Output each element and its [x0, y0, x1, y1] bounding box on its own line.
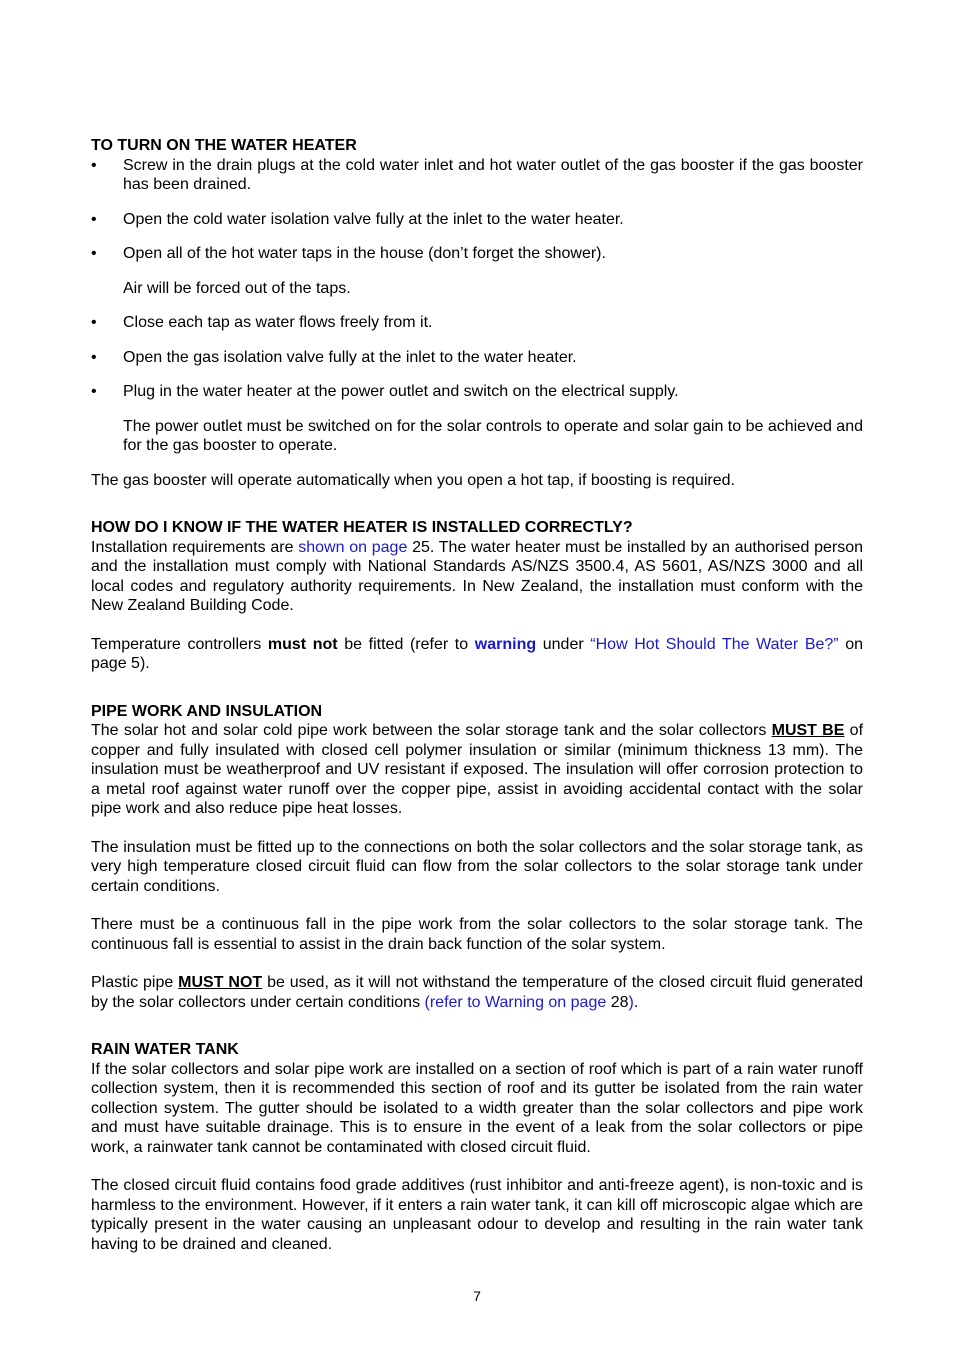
bullet-icon: •	[91, 210, 97, 228]
turn-on-steps-list	[91, 156, 863, 195]
rain-paragraph-1: If the solar collectors and solar pipe work are installed on a section of roof which is part of a rain water runoff collection system, then it is recommended this section of roof and its gutter be isolated from the rain water collection system. The gutter should be isolated to a width greater than the solar collectors and pipe work and must have suitable drainage. This is to ensure in the event of a leak from the solar collectors or pipe work, a rainwater tank cannot be contaminated with closed circuit fluid.	[91, 1060, 863, 1156]
section-title-turn-on: TO TURN ON THE WATER HEATER	[91, 137, 357, 154]
list-item: • Open the cold water isolation valve fully at the inlet to the water heater.	[91, 210, 624, 228]
note-power: The power outlet must be switched on for the solar controls to operate and solar gain to be achieved and for the gas booster to operate.	[123, 417, 863, 454]
pipe-paragraph-1: The solar hot and solar cold pipe work between the solar storage tank and the solar collectors MUST BE of copper and fully insulated with closed cell polymer insulation or similar (minimum thickness 13 mm). The insulation must be weatherproof and UV resistant if exposed. The insulation will offer corrosion protection to a metal roof against water runoff over the copper pipe, assist in avoiding accidental contact with the solar pipe work and also reduce pipe heat losses.	[91, 722, 864, 817]
installed-paragraph-1: Installation requirements are shown on page 25. The water heater must be installed by an authorised person and the installation must comply with National Standards AS/NZS 3500.4, AS 5601, AS/NZS 3000 and all local codes and regulatory authority requirements. In New Zealand, the installation must conform with the New Zealand Building Code.	[91, 538, 864, 614]
page-link[interactable]: shown on page	[298, 538, 408, 556]
pipe-paragraph-4: Plastic pipe MUST NOT be used, as it will not withstand the temperature of the closed circuit fluid generated by the solar collectors under certain conditions (refer to Warning on page 28).	[91, 974, 864, 1011]
list-item: • Open the gas isolation valve fully at the inlet to the water heater.	[91, 348, 577, 366]
bullet-icon: •	[91, 245, 97, 262]
section-title-installed: HOW DO I KNOW IF THE WATER HEATER IS INSTALLED CORRECTLY?	[91, 519, 633, 536]
list-item: • Open all of the hot water taps in the house (don’t forget the shower).	[91, 245, 606, 262]
rain-paragraph-2: The closed circuit fluid contains food grade additives (rust inhibitor and anti-freeze agent), is non-toxic and is harmless to the environment. However, if it enters a rain water tank, it can kill off microscopic algae which are typically present in the water causing an unpleasant odour to develop and resulting in the rain water tank having to be drained and cleaned.	[91, 1177, 863, 1253]
section-title-pipe: PIPE WORK AND INSULATION	[91, 702, 323, 720]
note-air: Air will be forced out of the taps.	[123, 279, 351, 297]
section-title-rain: RAIN WATER TANK	[91, 1041, 239, 1058]
list-item: • Plug in the water heater at the power outlet and switch on the electrical supply.	[91, 383, 679, 400]
installed-paragraph-2: Temperature controllers must not be fitted (refer to warning under “How Hot Should The Water Be?” on page 5).	[91, 635, 864, 672]
bullet-icon: •	[91, 348, 97, 366]
page-content	[91, 136, 863, 1254]
how-hot-link[interactable]: “How Hot Should The Water Be?”	[590, 635, 839, 653]
pipe-paragraph-2: The insulation must be fitted up to the connections on both the solar collectors and the solar storage tank, as very high temperature closed circuit fluid can flow from the solar collectors to the solar storage tank under certain conditions.	[91, 838, 863, 895]
bullet-icon: •	[91, 383, 97, 400]
list-item: • Screw in the drain plugs at the cold water inlet and hot water outlet of the gas booster if the gas booster has been drained.	[91, 156, 863, 193]
bullet-icon: •	[91, 156, 97, 174]
warning-link[interactable]: warning	[474, 635, 537, 653]
list-item: • Close each tap as water flows freely from it.	[91, 314, 433, 331]
warning-page-link[interactable]: (refer to Warning on page	[424, 993, 607, 1011]
page-number: 7	[473, 1288, 481, 1304]
closing-paragraph: The gas booster will operate automatically when you open a hot tap, if boosting is required.	[91, 471, 735, 489]
bullet-icon: •	[91, 314, 97, 331]
pipe-paragraph-3: There must be a continuous fall in the pipe work from the solar collectors to the solar storage tank. The continuous fall is essential to assist in the drain back function of the solar system.	[91, 916, 863, 953]
